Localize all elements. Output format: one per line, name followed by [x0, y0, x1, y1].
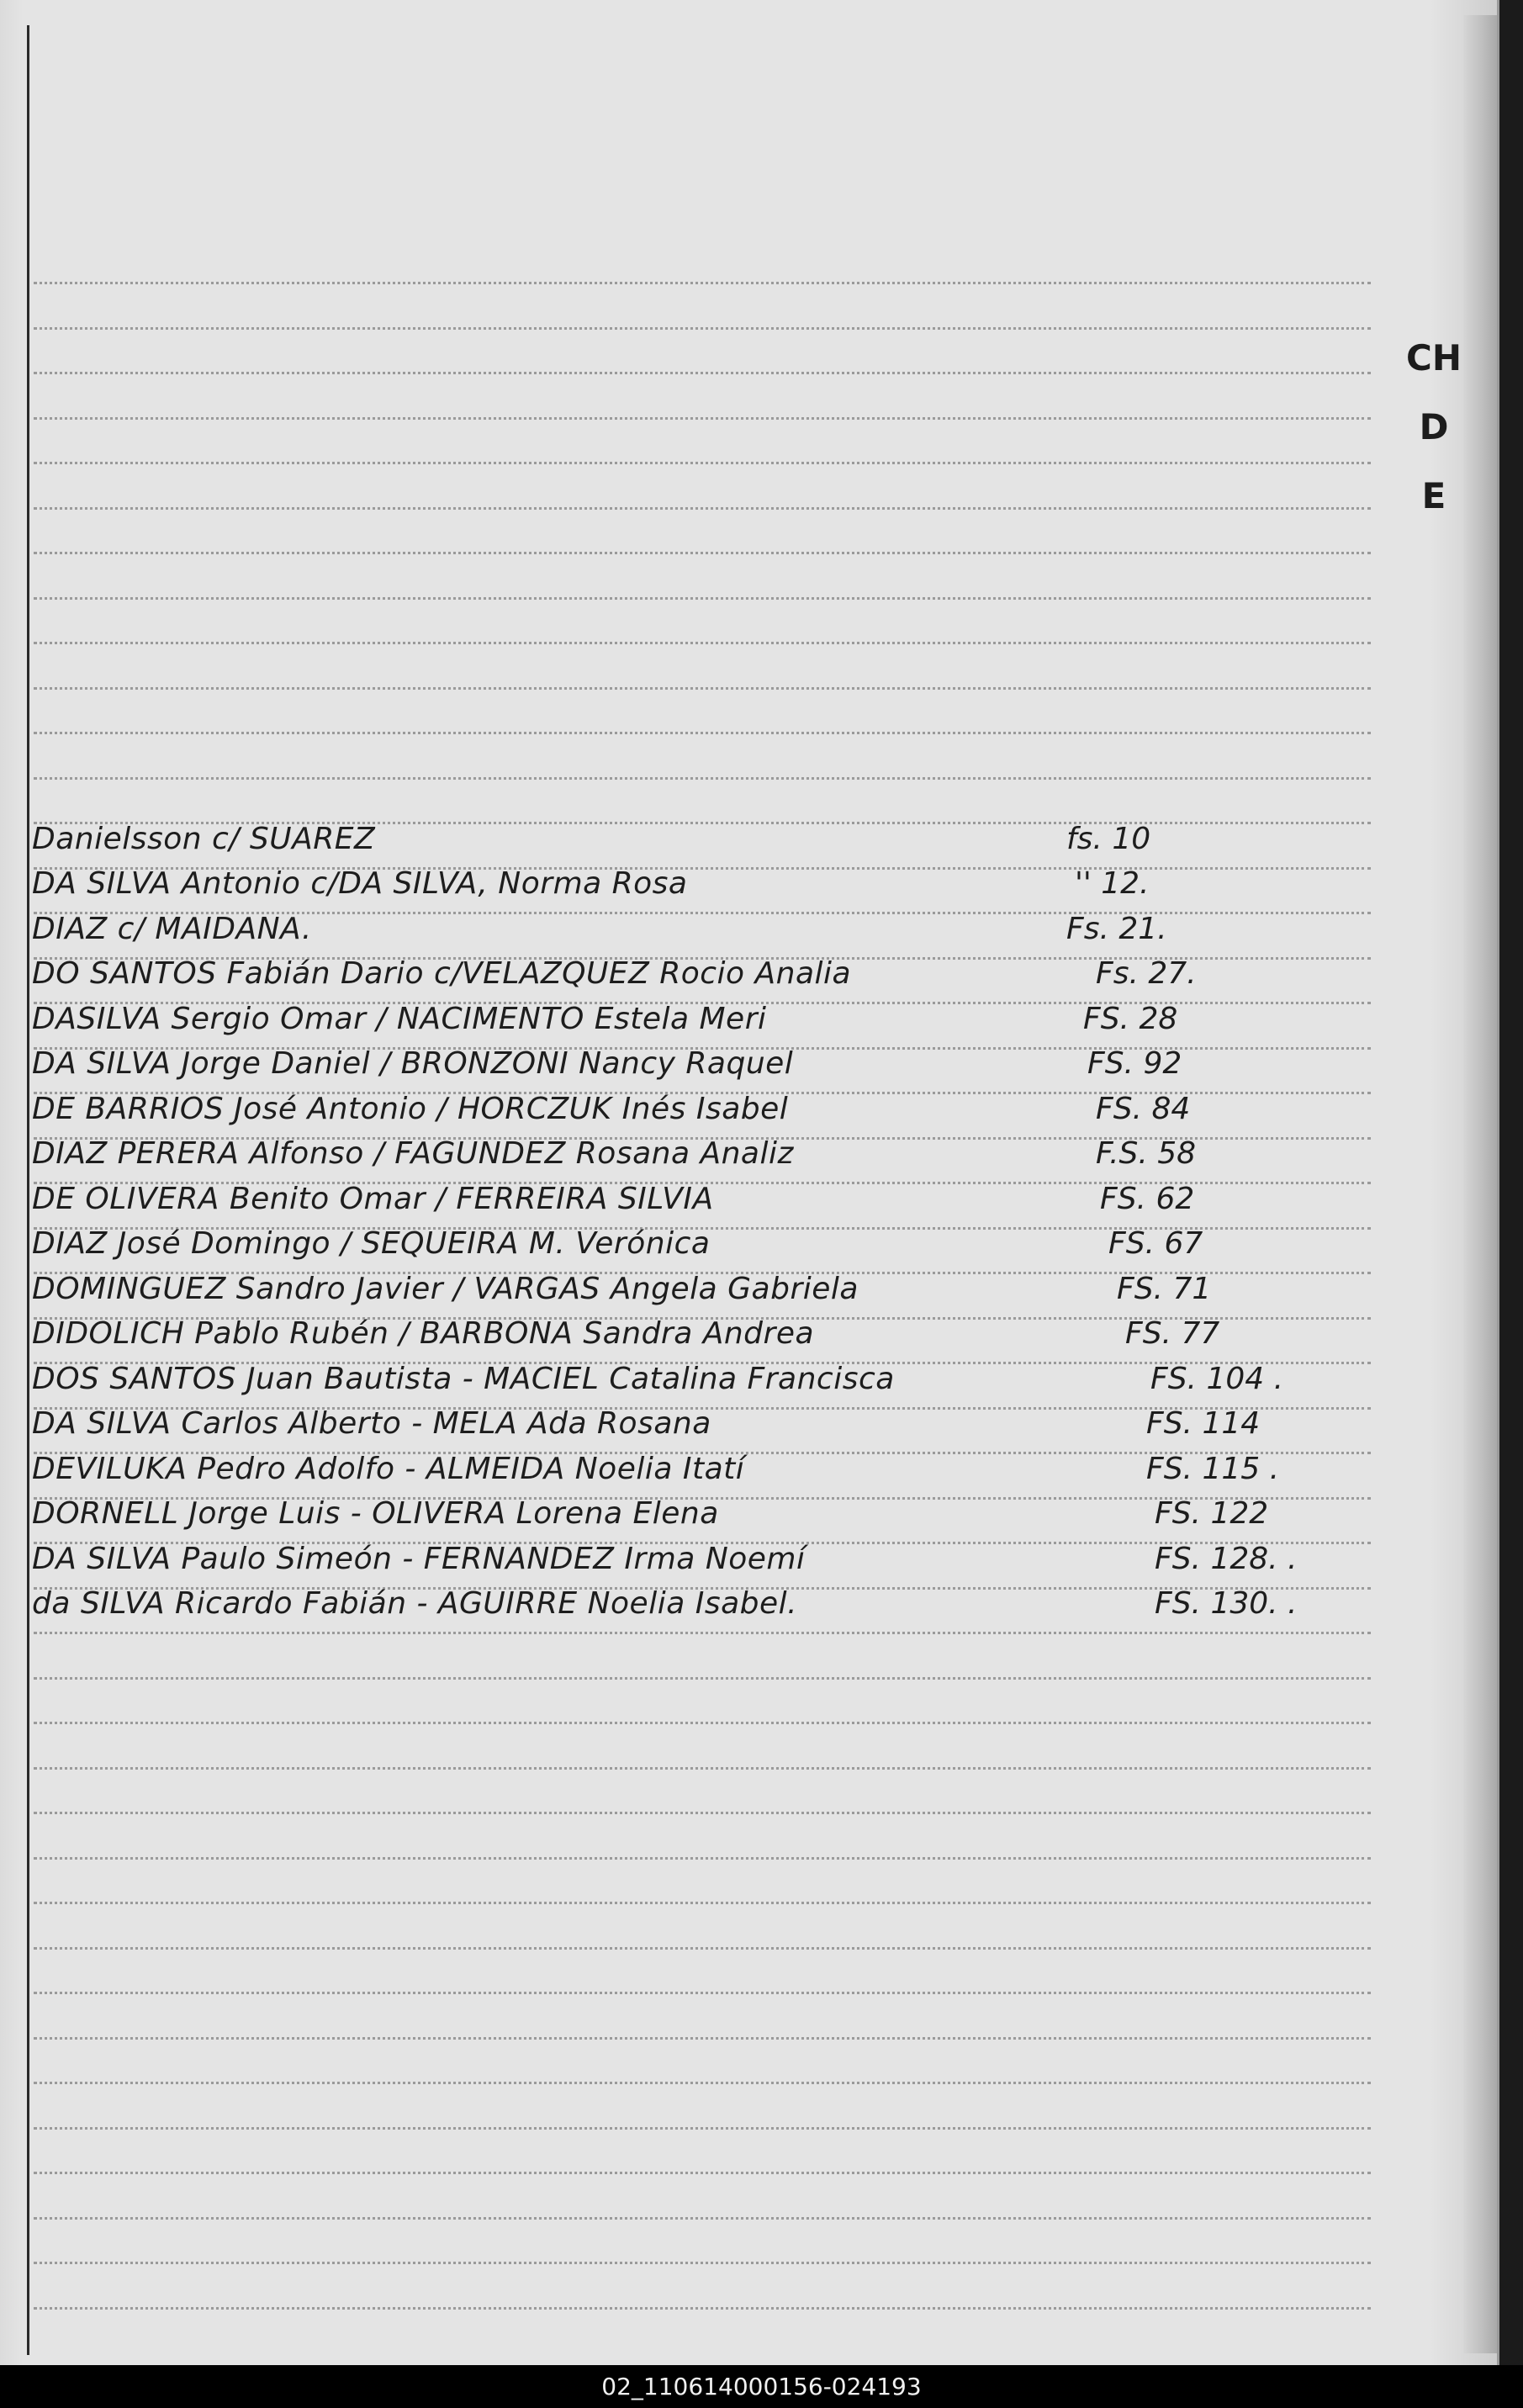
index-entry — [32, 816, 1394, 861]
entry-folio: FS. 92 — [1087, 1046, 1182, 1081]
entry-names: DEVILUKA Pedro Adolfo - ALMEIDA Noelia Itatí — [32, 1451, 745, 1486]
entry-names: da SILVA Ricardo Fabián - AGUIRRE Noelia Isabel. — [32, 1586, 798, 1621]
entry-folio: FS. 84 — [1096, 1091, 1191, 1126]
entry-folio: FS. 62 — [1100, 1181, 1195, 1216]
entry-names: Danielsson c/ SUAREZ — [32, 821, 376, 856]
ruled-line — [34, 2307, 1371, 2310]
entry-names: DA SILVA Jorge Daniel / BRONZONI Nancy Raquel — [32, 1046, 794, 1081]
entry-folio: FS. 28 — [1083, 1001, 1178, 1036]
index-entry — [32, 1086, 1394, 1131]
entry-names: DIAZ c/ MAIDANA. — [32, 911, 312, 946]
index-entry — [32, 1401, 1394, 1447]
index-entry — [32, 1131, 1394, 1177]
entry-folio: FS. 130. . — [1155, 1586, 1298, 1621]
entry-folio: FS. 122 — [1155, 1496, 1269, 1531]
entry-folio: Fs. 21. — [1066, 911, 1167, 946]
ruled-line — [34, 1722, 1371, 1724]
entry-names: DORNELL Jorge Luis - OLIVERA Lorena Elena — [32, 1496, 719, 1531]
ruled-line — [34, 2037, 1371, 2040]
entry-names: DIAZ PERERA Alfonso / FAGUNDEZ Rosana Analiz — [32, 1136, 794, 1171]
ruled-line — [34, 507, 1371, 510]
entry-folio: F.S. 58 — [1096, 1136, 1197, 1171]
ruled-line — [34, 1767, 1371, 1770]
ruled-line — [34, 462, 1371, 464]
scan-code-footer — [0, 2365, 1523, 2408]
ruled-line — [34, 552, 1371, 554]
ruled-line — [34, 642, 1371, 644]
entry-names: DOMINGUEZ Sandro Javier / VARGAS Angela Gabriela — [32, 1271, 859, 1306]
ruled-line — [34, 417, 1371, 420]
ruled-line — [34, 1992, 1371, 1994]
entry-names: DE OLIVERA Benito Omar / FERREIRA SILVIA — [32, 1181, 714, 1216]
index-tab-letters — [1396, 324, 1472, 531]
ruled-line — [34, 777, 1371, 780]
ruled-line — [34, 2262, 1371, 2264]
ruled-line — [34, 1902, 1371, 1904]
entry-names: DE BARRIOS José Antonio / HORCZUK Inés Isabel — [32, 1091, 789, 1126]
entry-names: DO SANTOS Fabián Dario c/VELAZQUEZ Rocio Analia — [32, 956, 852, 991]
entry-names: DOS SANTOS Juan Bautista - MACIEL Catalina Francisca — [32, 1361, 895, 1396]
entry-names: DA SILVA Antonio c/DA SILVA, Norma Rosa — [32, 866, 688, 901]
index-entry — [32, 1356, 1394, 1401]
ruled-line — [34, 1632, 1371, 1634]
ruled-line — [34, 372, 1371, 374]
ruled-line — [34, 2127, 1371, 2130]
index-entry — [32, 1581, 1394, 1627]
ruled-line — [34, 1677, 1371, 1680]
entry-folio: FS. 114 — [1146, 1406, 1261, 1441]
ruled-line — [34, 732, 1371, 734]
ruled-line — [34, 282, 1371, 284]
entry-names: DIDOLICH Pablo Rubén / BARBONA Sandra Andrea — [32, 1316, 815, 1351]
margin-line — [27, 25, 29, 2355]
entry-folio: FS. 104 . — [1150, 1361, 1284, 1396]
entry-names: DA SILVA Paulo Simeón - FERNANDEZ Irma Noemí — [32, 1541, 806, 1576]
entry-names: DA SILVA Carlos Alberto - MELA Ada Rosana — [32, 1406, 711, 1441]
entry-folio: '' 12. — [1075, 866, 1150, 901]
index-letter: E — [1421, 475, 1446, 516]
entry-folio: FS. 67 — [1108, 1226, 1203, 1261]
index-entries — [32, 816, 1394, 1626]
index-entry — [32, 1491, 1394, 1537]
ruled-line — [34, 597, 1371, 600]
ruled-line — [34, 2217, 1371, 2220]
entry-folio: FS. 77 — [1125, 1316, 1220, 1351]
index-letter: D — [1419, 406, 1449, 447]
entry-folio: fs. 10 — [1066, 821, 1151, 856]
scan-code: 02_110614000156-024193 — [601, 2373, 922, 2400]
index-entry — [32, 861, 1394, 907]
index-entry — [32, 1311, 1394, 1357]
ruled-line — [34, 1947, 1371, 1950]
entry-folio: Fs. 27. — [1096, 956, 1197, 991]
index-entry — [32, 1266, 1394, 1311]
entry-folio: FS. 115 . — [1146, 1451, 1280, 1486]
index-letter: CH — [1406, 337, 1462, 378]
index-entry — [32, 996, 1394, 1041]
ruled-line — [34, 2172, 1371, 2174]
ruled-line — [34, 327, 1371, 330]
index-entry — [32, 1176, 1394, 1221]
ruled-line — [34, 1857, 1371, 1860]
index-entry — [32, 1041, 1394, 1087]
ruled-line — [34, 2082, 1371, 2084]
ruled-line — [34, 1812, 1371, 1814]
entry-names: DASILVA Sergio Omar / NACIMENTO Estela Meri — [32, 1001, 767, 1036]
entry-folio: FS. 128. . — [1155, 1541, 1298, 1576]
entry-names: DIAZ José Domingo / SEQUEIRA M. Verónica — [32, 1226, 711, 1261]
index-entry — [32, 1446, 1394, 1491]
entry-folio: FS. 71 — [1117, 1271, 1212, 1306]
index-entry — [32, 1536, 1394, 1581]
index-entry — [32, 1221, 1394, 1267]
index-entry — [32, 906, 1394, 951]
index-entry — [32, 951, 1394, 997]
ruled-line — [34, 687, 1371, 690]
